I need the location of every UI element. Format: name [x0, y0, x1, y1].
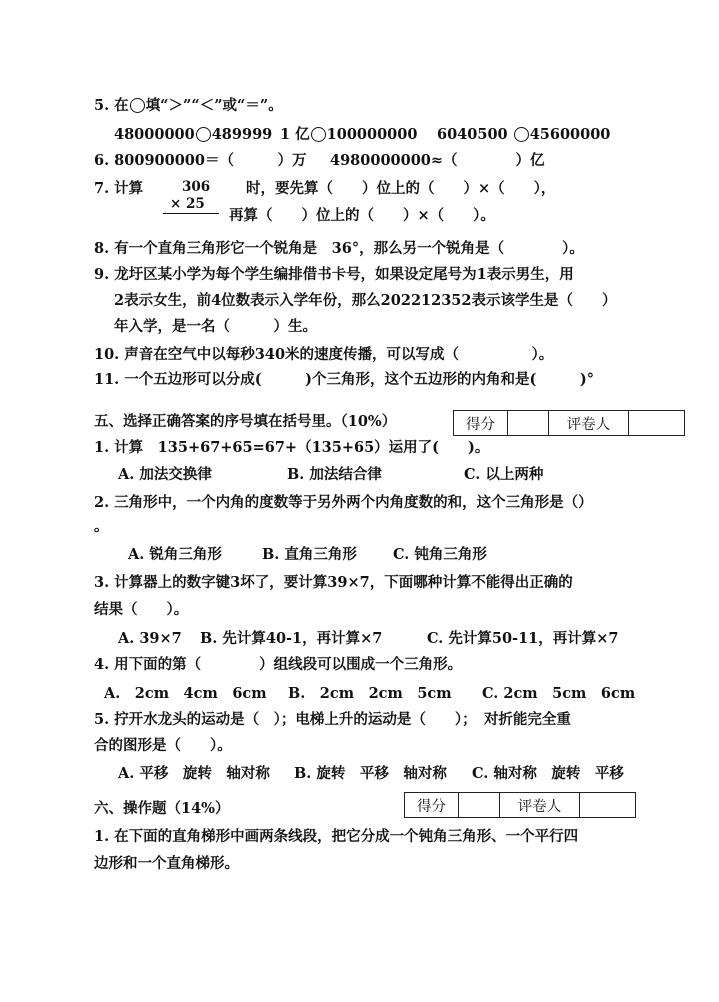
s5q5-option-b: B. 旋转 平移 轴对称	[294, 765, 447, 782]
q5-stem: 5. 在 填“＞”“＜”或“＝”。	[94, 97, 283, 114]
q5-item-3: 6040500 45600000	[437, 126, 611, 143]
grader-input[interactable]	[629, 411, 685, 436]
s6q1-line2: 边形和一个直角梯形。	[94, 855, 239, 872]
q6-part1: 6. 800900000＝（ ）万	[94, 152, 307, 169]
s6q1-line1: 1. 在下面的直角梯形中画两条线段，把它分成一个钝角三角形、一个平行四	[94, 828, 579, 845]
s5q4-option-a: A. 2cm 4cm 6cm	[104, 685, 267, 702]
score-label: 得分	[454, 411, 508, 436]
s5q3-stem2: 结果（ ）。	[94, 601, 189, 618]
s5q2-stem-end: 。	[94, 518, 109, 535]
section6-score-box	[404, 792, 636, 818]
s5q3-option-c: C. 先计算50-11，再计算×7	[427, 630, 619, 647]
s5q1-option-c: C. 以上两种	[464, 466, 544, 483]
grader-label: 评卷人	[500, 793, 580, 818]
s5q3-option-b: B. 先计算40-1，再计算×7	[200, 630, 383, 647]
s5q4-option-b: B. 2cm 2cm 5cm	[288, 685, 452, 702]
s5q2-stem: 2. 三角形中，一个内角的度数等于另外两个内角度数的和，这个三角形是（）	[94, 494, 593, 511]
grader-label: 评卷人	[549, 411, 629, 436]
s5q5-stem2: 合的图形是（ ）。	[94, 737, 232, 754]
q5-item-2: 1 亿 100000000	[280, 126, 418, 143]
q7-top-number: 306	[182, 179, 211, 195]
q7-line1: 时，要先算（ ）位上的（ ）×（ ），	[246, 180, 556, 197]
score-input[interactable]	[508, 411, 549, 436]
q11: 11. 一个五边形可以分成( )个三角形，这个五边形的内角和是( )°	[94, 371, 594, 388]
q8: 8. 有一个直角三角形它一个锐角是 36°，那么另一个锐角是（ ）。	[94, 240, 584, 257]
s5q2-option-a: A. 锐角三角形	[128, 546, 222, 563]
s5q4-option-c: C. 2cm 5cm 6cm	[482, 685, 636, 702]
s5q5-option-c: C. 轴对称 旋转 平移	[472, 765, 624, 782]
grader-input[interactable]	[580, 793, 636, 818]
q10: 10. 声音在空气中以每秒340米的速度传播，可以写成（ ）。	[94, 346, 554, 363]
q7-vertical-line	[163, 213, 219, 214]
q9-line1: 9. 龙圩区某小学为每个学生编排借书卡号，如果设定尾号为1表示男生，用	[94, 266, 574, 283]
s5q1-stem: 1. 计算 135+67+65=67+（135+65）运用了( )。	[94, 439, 490, 456]
s5q4-stem: 4. 用下面的第（ ）组线段可以围成一个三角形。	[94, 656, 463, 673]
blank-circle-icon[interactable]	[311, 127, 326, 142]
score-input[interactable]	[459, 793, 500, 818]
score-label: 得分	[405, 793, 459, 818]
q9-line3: 年入学，是一名（ ）生。	[114, 318, 317, 335]
blank-circle-icon[interactable]	[196, 127, 211, 142]
s5q2-option-c: C. 钝角三角形	[393, 546, 487, 563]
s5q5-option-a: A. 平移 旋转 轴对称	[118, 765, 270, 782]
q7-line2: 再算（ ）位上的（ ）×（ ）。	[229, 207, 495, 224]
q9-line2: 2表示女生，前4位数表示入学年份，那么202212352表示该学生是（ ）	[114, 292, 617, 309]
q6-part2: 4980000000≈（ ）亿	[330, 152, 545, 169]
blank-circle-icon[interactable]	[514, 127, 529, 142]
q5-item-1: 48000000 489999	[114, 126, 273, 143]
s5q1-option-b: B. 加法结合律	[287, 466, 382, 483]
s5q2-option-b: B. 直角三角形	[262, 546, 357, 563]
q7-label: 7. 计算	[94, 180, 144, 197]
blank-circle-icon	[130, 98, 145, 113]
section5-score-box	[453, 410, 685, 436]
s5q3-stem1: 3. 计算器上的数字键3坏了，要计算39×7，下面哪种计算不能得出正确的	[94, 574, 573, 591]
s5q3-option-a: A. 39×7	[118, 630, 182, 647]
section6-title: 六、操作题（14%）	[94, 800, 230, 817]
s5q1-option-a: A. 加法交换律	[118, 466, 212, 483]
q7-bottom-number: × 25	[170, 196, 205, 212]
section5-title: 五、选择正确答案的序号填在括号里。（10%）	[94, 413, 397, 430]
s5q5-stem1: 5. 拧开水龙头的运动是（ ）；电梯上升的运动是（ ）； 对折能完全重	[94, 711, 571, 728]
